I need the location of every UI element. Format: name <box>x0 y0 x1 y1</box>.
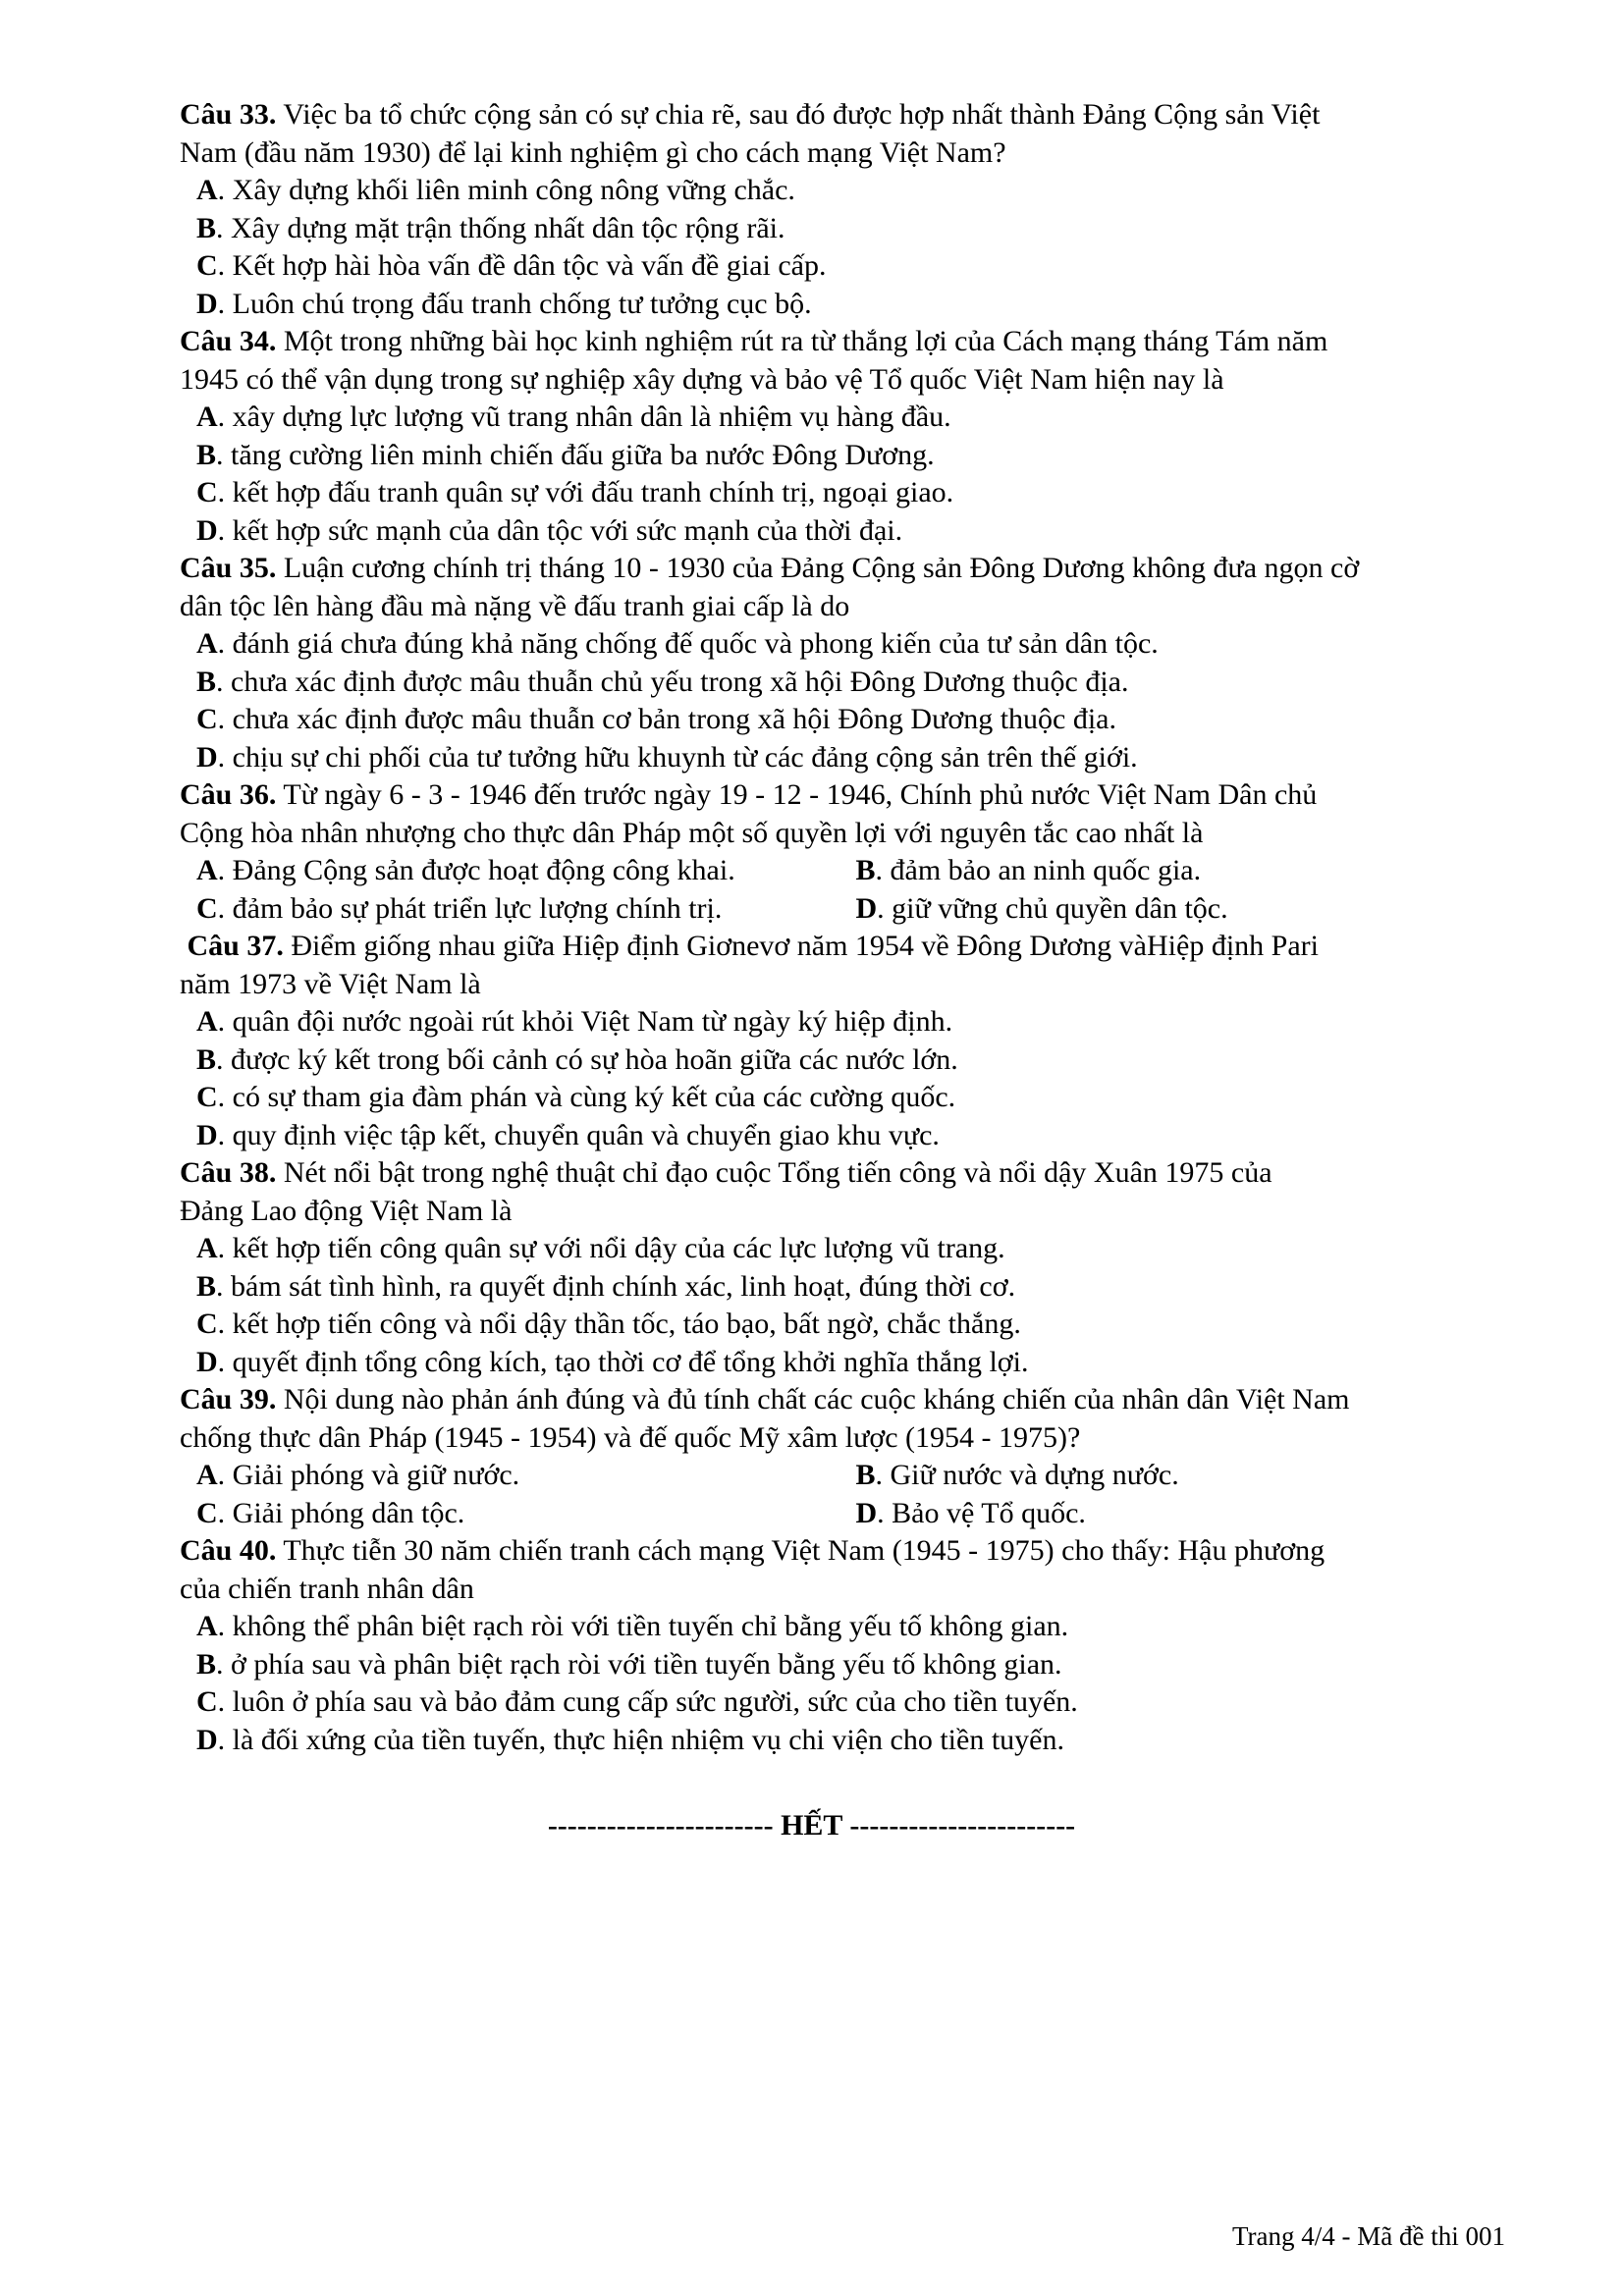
question-39 <box>180 1381 1515 1532</box>
question-text-line: Việc ba tổ chức cộng sản có sự chia rẽ, sau đó được hợp nhất thành Đảng Cộng sản Việt <box>283 98 1321 131</box>
answer-option-b: B. tăng cường liên minh chiến đấu giữa ba nước Đông Dương. <box>196 438 935 471</box>
answer-option-a: A. Đảng Cộng sản được hoạt động công khai. <box>196 854 735 886</box>
answer-option-d: D. giữ vững chủ quyền dân tộc. <box>855 891 1228 925</box>
answer-option-c: C. Giải phóng dân tộc. <box>196 1496 465 1529</box>
question-label: Câu 40. <box>180 1534 277 1567</box>
question-38 <box>180 1154 1515 1381</box>
answer-option-c: C. có sự tham gia đàm phán và cùng ký kết của các cường quốc. <box>196 1081 956 1113</box>
question-text-line: Điểm giống nhau giữa Hiệp định Giơnevơ năm 1954 về Đông Dương vàHiệp định Pari <box>291 930 1319 962</box>
question-text-line: dân tộc lên hàng đầu mà nặng về đấu tranh giai cấp là do <box>180 589 850 622</box>
answer-option-b: B. chưa xác định được mâu thuẫn chủ yếu trong xã hội Đông Dương thuộc địa. <box>196 665 1129 698</box>
answer-option-d: D. quy định việc tập kết, chuyển quân và chuyển giao khu vực. <box>196 1118 940 1151</box>
answer-option-a: A. kết hợp tiến công quân sự với nổi dậy của các lực lượng vũ trang. <box>196 1232 1005 1264</box>
question-label: Câu 36. <box>180 778 277 811</box>
question-text-line: Nội dung nào phản ánh đúng và đủ tính chất các cuộc kháng chiến của nhân dân Việt Nam <box>283 1383 1350 1415</box>
answer-option-a: A. quân đội nước ngoài rút khỏi Việt Nam từ ngày ký hiệp định. <box>196 1005 953 1038</box>
question-text-line: Đảng Lao động Việt Nam là <box>180 1194 513 1227</box>
question-text-line: chống thực dân Pháp (1945 - 1954) và đế quốc Mỹ xâm lược (1954 - 1975)? <box>180 1420 1081 1454</box>
answer-option-b: B. Xây dựng mặt trận thống nhất dân tộc rộng rãi. <box>196 211 785 244</box>
question-36 <box>180 776 1515 928</box>
answer-option-d: D. Luôn chú trọng đấu tranh chống tư tưởng cục bộ. <box>196 287 812 320</box>
answer-option-a: A. Giải phóng và giữ nước. <box>196 1459 520 1491</box>
answer-option-d: D. chịu sự chi phối của tư tưởng hữu khuynh từ các đảng cộng sản trên thế giới. <box>196 740 1138 774</box>
answer-row <box>196 852 1515 890</box>
answer-option-c: C. đảm bảo sự phát triển lực lượng chính trị. <box>196 891 723 925</box>
question-text-line: Từ ngày 6 - 3 - 1946 đến trước ngày 19 - 12 - 1946, Chính phủ nước Việt Nam Dân chủ <box>283 778 1318 811</box>
question-list <box>180 96 1515 1759</box>
question-text-line: của chiến tranh nhân dân <box>180 1572 474 1605</box>
answer-option-b: B. được ký kết trong bối cảnh có sự hòa hoãn giữa các nước lớn. <box>196 1042 958 1076</box>
answer-option-b: B. đảm bảo an ninh quốc gia. <box>855 854 1202 886</box>
answer-option-d: D. là đối xứng của tiền tuyến, thực hiện nhiệm vụ chi viện cho tiền tuyến. <box>196 1723 1064 1756</box>
question-label: Câu 34. <box>180 325 277 357</box>
answer-option-d: D. quyết định tổng công kích, tạo thời cơ để tổng khởi nghĩa thắng lợi. <box>196 1345 1029 1378</box>
question-label: Câu 39. <box>180 1383 277 1415</box>
answer-row <box>196 1457 1515 1495</box>
answer-option-a: A. xây dựng lực lượng vũ trang nhân dân là nhiệm vụ hàng đầu. <box>196 400 951 433</box>
question-34 <box>180 323 1515 550</box>
end-marker: ----------------------- HẾT ----------------------- <box>547 1809 1076 1842</box>
question-35 <box>180 550 1515 776</box>
answer-row <box>196 890 1515 929</box>
question-text-line: Nam (đầu năm 1930) để lại kinh nghiệm gì cho cách mạng Việt Nam? <box>180 135 1006 169</box>
answer-option-c: C. chưa xác định được mâu thuẫn cơ bản trong xã hội Đông Dương thuộc địa. <box>196 703 1116 735</box>
question-text-line: Một trong những bài học kinh nghiệm rút ra từ thắng lợi của Cách mạng tháng Tám năm <box>283 325 1328 357</box>
question-text-line: Thực tiễn 30 năm chiến tranh cách mạng Việt Nam (1945 - 1975) cho thấy: Hậu phương <box>283 1534 1325 1567</box>
answer-option-a: A. không thể phân biệt rạch ròi với tiền tuyến chỉ bằng yếu tố không gian. <box>196 1610 1069 1642</box>
question-text-line: năm 1973 về Việt Nam là <box>180 967 481 1000</box>
question-label: Câu 37. <box>187 930 284 962</box>
answer-option-c: C. kết hợp tiến công và nổi dậy thần tốc, táo bạo, bất ngờ, chắc thắng. <box>196 1308 1021 1340</box>
answer-option-d: D. Bảo vệ Tổ quốc. <box>855 1496 1086 1529</box>
answer-option-a: A. Xây dựng khối liên minh công nông vững chắc. <box>196 174 795 206</box>
question-text-line: Luận cương chính trị tháng 10 - 1930 của Đảng Cộng sản Đông Dương không đưa ngọn cờ <box>283 552 1360 584</box>
question-label: Câu 33. <box>180 98 277 131</box>
question-label: Câu 35. <box>180 552 277 584</box>
question-37 <box>180 928 1515 1154</box>
answer-option-c: C. luôn ở phía sau và bảo đảm cung cấp sức người, sức của cho tiền tuyến. <box>196 1685 1078 1718</box>
answer-row <box>196 1495 1515 1533</box>
question-40 <box>180 1532 1515 1759</box>
question-text-line: Nét nổi bật trong nghệ thuật chỉ đạo cuộc Tổng tiến công và nổi dậy Xuân 1975 của <box>283 1156 1272 1189</box>
answer-option-d: D. kết hợp sức mạnh của dân tộc với sức mạnh của thời đại. <box>196 513 903 547</box>
answer-option-a: A. đánh giá chưa đúng khả năng chống đế quốc và phong kiến của tư sản dân tộc. <box>196 627 1159 660</box>
question-text-line: 1945 có thể vận dụng trong sự nghiệp xây dựng và bảo vệ Tổ quốc Việt Nam hiện nay là <box>180 362 1224 396</box>
answer-option-b: B. ở phía sau và phân biệt rạch ròi với tiền tuyến bằng yếu tố không gian. <box>196 1647 1062 1681</box>
page-footer: Trang 4/4 - Mã đề thi 001 <box>1232 2221 1505 2251</box>
question-text-line: Cộng hòa nhân nhượng cho thực dân Pháp một số quyền lợi với nguyên tắc cao nhất là <box>180 816 1204 849</box>
answer-option-b: B. Giữ nước và dựng nước. <box>855 1459 1179 1491</box>
question-label: Câu 38. <box>180 1156 277 1189</box>
answer-option-c: C. kết hợp đấu tranh quân sự với đấu tranh chính trị, ngoại giao. <box>196 476 954 508</box>
answer-option-c: C. Kết hợp hài hòa vấn đề dân tộc và vấn đề giai cấp. <box>196 249 827 282</box>
question-33 <box>180 96 1515 323</box>
answer-option-b: B. bám sát tình hình, ra quyết định chính xác, linh hoạt, đúng thời cơ. <box>196 1269 1016 1303</box>
